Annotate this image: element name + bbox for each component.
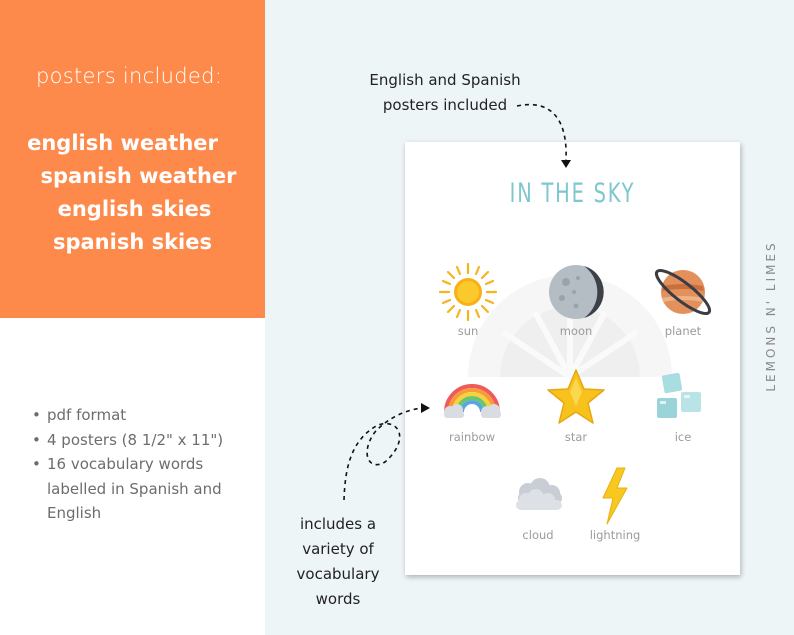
vocab-moon xyxy=(531,260,621,338)
vocab-label: star xyxy=(564,430,588,444)
poster xyxy=(405,142,740,575)
included-item: spanish skies xyxy=(52,230,213,254)
vocab-star xyxy=(531,366,621,444)
sun-icon xyxy=(436,260,500,324)
included-item: english skies xyxy=(57,197,212,221)
vocab-sun xyxy=(423,260,513,338)
star-icon xyxy=(544,366,608,430)
feature-item: • 4 posters (8 1/2" x 11") xyxy=(32,428,257,453)
annotation-top: English and Spanish posters included xyxy=(369,71,521,114)
vocab-lightning xyxy=(570,464,660,542)
included-item: spanish weather xyxy=(40,164,237,188)
vocab-rainbow xyxy=(427,366,517,444)
vocab-planet xyxy=(638,260,728,338)
features-list xyxy=(32,403,257,526)
brand-label: LEMONS N' LIMES xyxy=(764,240,778,392)
feature-item: • pdf format xyxy=(32,403,257,428)
vocab-label: ice xyxy=(674,430,692,444)
moon-icon xyxy=(544,260,608,324)
ice-icon xyxy=(651,366,715,430)
included-item: english weather xyxy=(27,131,218,155)
vocab-label: rainbow xyxy=(449,430,495,444)
lightning-icon xyxy=(583,464,647,528)
feature-item: • 16 vocabulary words labelled in Spanish and English xyxy=(32,452,257,526)
vocab-label: lightning xyxy=(589,528,641,542)
included-heading: posters included: xyxy=(36,64,223,88)
vocab-label: planet xyxy=(664,324,702,338)
poster-title: IN THE SKY xyxy=(509,178,636,209)
included-list xyxy=(0,127,265,259)
planet-icon xyxy=(651,260,715,324)
rainbow-icon xyxy=(440,366,504,430)
vocab-label: moon xyxy=(559,324,593,338)
cloud-icon xyxy=(506,464,570,528)
vocab-label: sun xyxy=(457,324,479,338)
annotation-bottom: includes a variety of vocabulary words xyxy=(296,515,380,608)
vocab-label: cloud xyxy=(522,528,554,542)
included-panel xyxy=(0,0,265,318)
vocab-ice xyxy=(638,366,728,444)
